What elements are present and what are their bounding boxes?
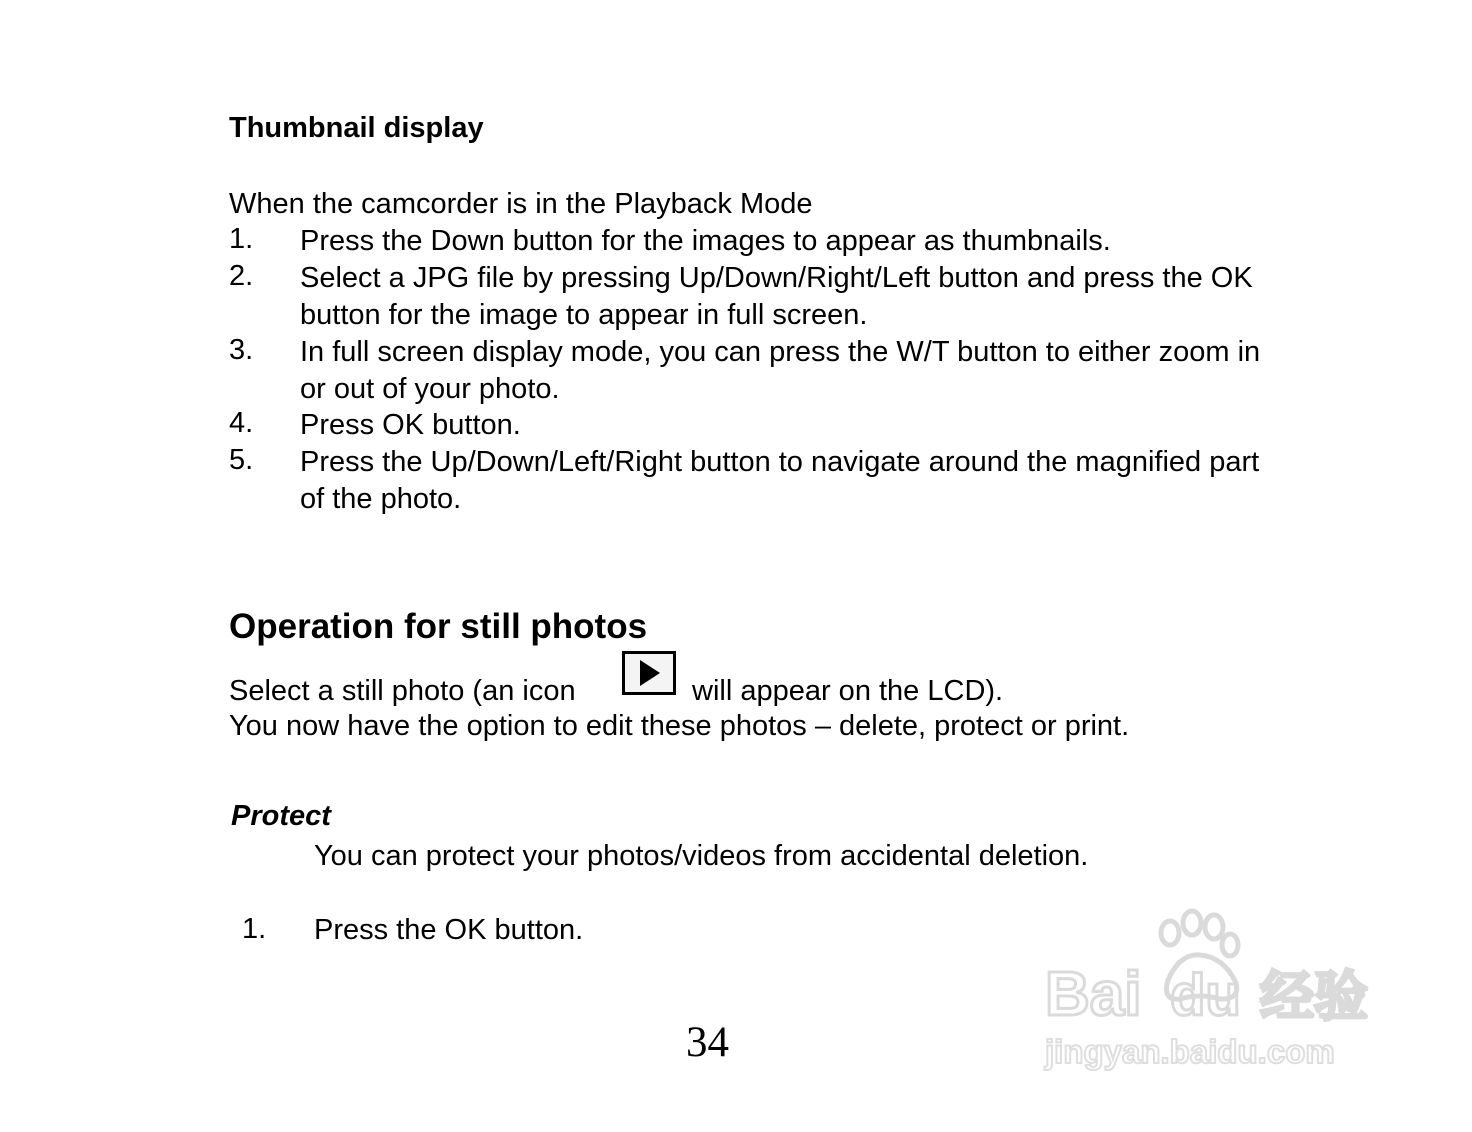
- list-line: button for the image to appear in full screen.: [300, 299, 868, 331]
- list-number: 4.: [229, 407, 254, 439]
- list-text: [300, 223, 1111, 260]
- section-title-thumbnail-display: Thumbnail display: [229, 112, 484, 144]
- list-number: 3.: [229, 334, 254, 366]
- protect-description: You can protect your photos/videos from accidental deletion.: [314, 840, 1089, 872]
- section-intro: When the camcorder is in the Playback Mode: [229, 188, 813, 220]
- list-line: Press OK button.: [300, 409, 521, 441]
- list-number: 2.: [229, 260, 254, 292]
- list-line: Press the Up/Down/Left/Right button to navigate around the magnified part: [300, 446, 1260, 478]
- section-title-operation-still-photos: Operation for still photos: [229, 607, 648, 646]
- list-line: or out of your photo.: [300, 373, 560, 405]
- baidu-logo-icon: [1040, 905, 1385, 1080]
- section-title-protect: Protect: [231, 800, 331, 832]
- list-text: [300, 444, 1259, 518]
- list-number: 5.: [229, 444, 254, 476]
- play-icon: [622, 651, 676, 695]
- svg-text:Bai: Bai: [1045, 960, 1142, 1029]
- list-line: In full screen display mode, you can press the W/T button to either zoom in: [300, 336, 1261, 368]
- list-text: Press the OK button.: [314, 914, 584, 946]
- svg-text:经验: 经验: [1260, 967, 1368, 1027]
- list-text: [300, 334, 1260, 408]
- list-line: Select a JPG file by pressing Up/Down/Right/Left button and press the OK: [300, 262, 1253, 294]
- baidu-watermark: [1040, 905, 1385, 1080]
- svg-text:jingyan.baidu.com: jingyan.baidu.com: [1045, 1033, 1335, 1070]
- list-number: 1.: [229, 223, 254, 255]
- list-text: [300, 260, 1253, 334]
- list-line: of the photo.: [300, 483, 462, 515]
- list-number: 1.: [242, 913, 267, 945]
- icon-line-before: Select a still photo (an icon: [229, 675, 576, 707]
- svg-text:du: du: [1170, 963, 1241, 1028]
- page-number: 34: [686, 1019, 729, 1066]
- list-line: Press the Down button for the images to appear as thumbnails.: [300, 225, 1111, 257]
- edit-options-text: You now have the option to edit these photos – delete, protect or print.: [229, 710, 1130, 742]
- icon-line-after: will appear on the LCD).: [692, 675, 1004, 707]
- list-text: [300, 407, 521, 444]
